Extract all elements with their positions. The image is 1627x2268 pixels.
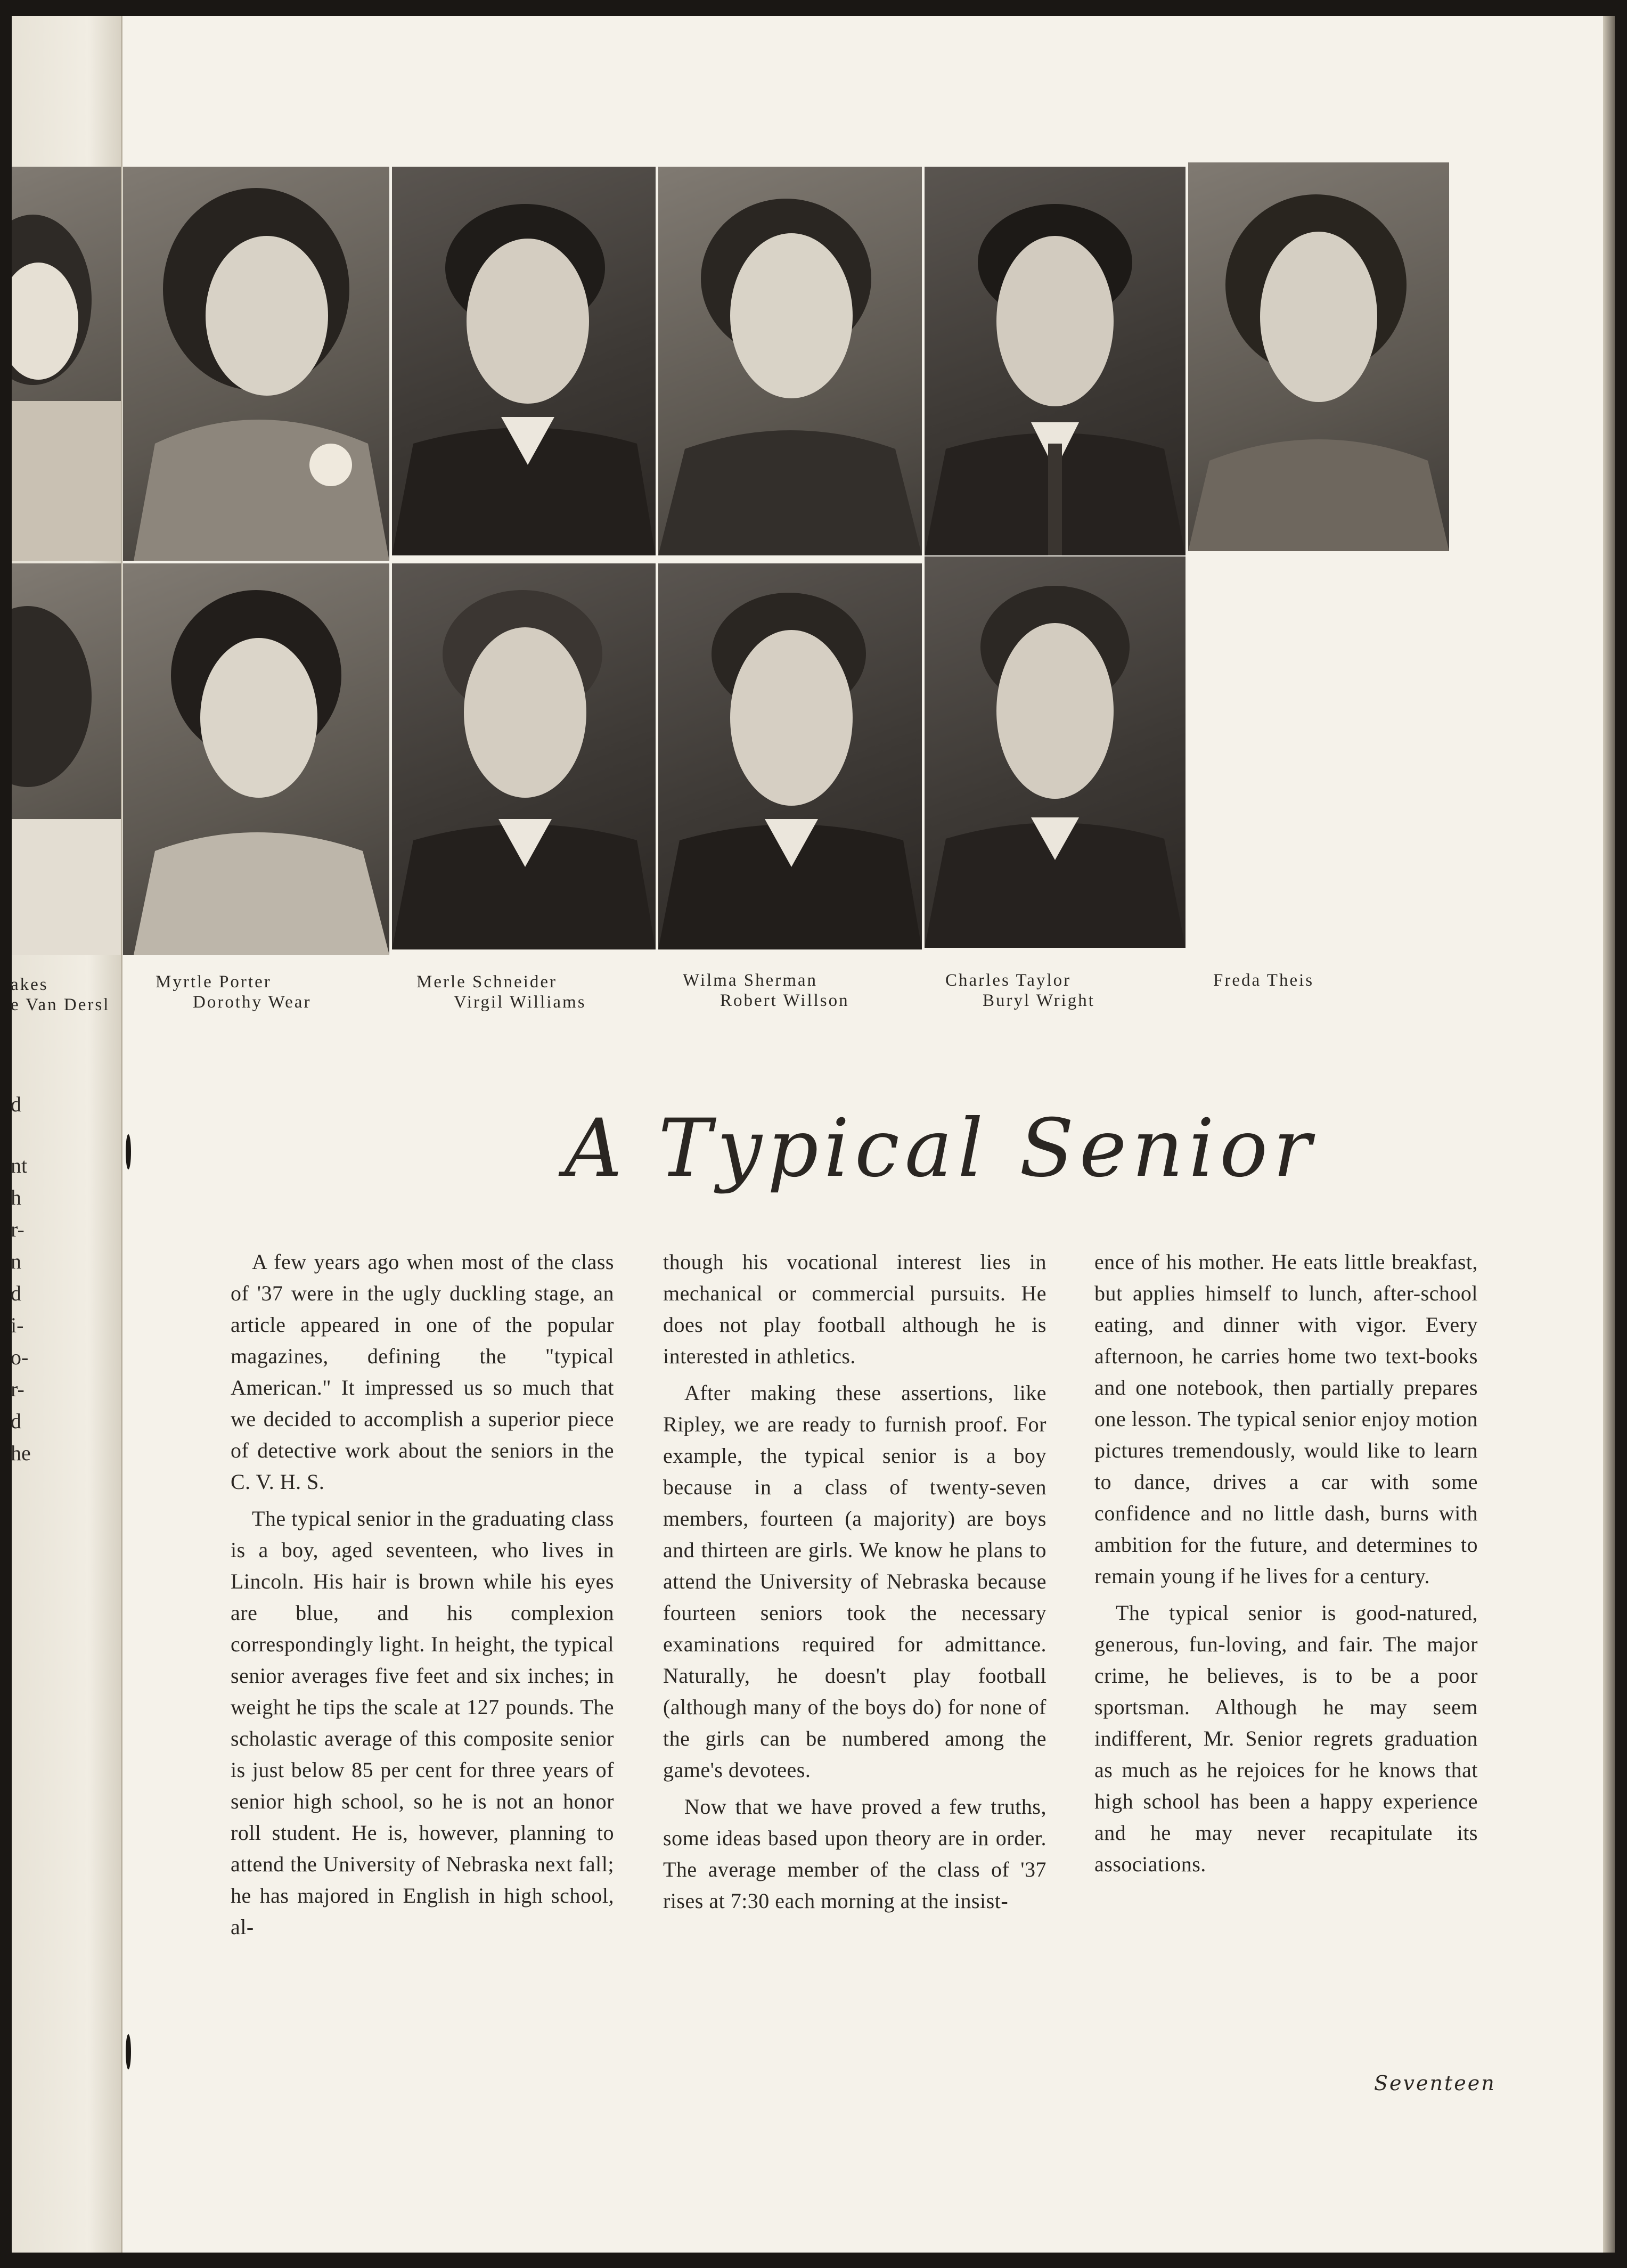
photo-caption [683,970,849,1011]
portrait-photo [925,556,1185,948]
caption-name: akes [11,975,48,994]
margin-fragment: h [11,1185,21,1209]
margin-fragment: d [11,1281,21,1305]
article-column-3 [1094,1246,1478,1885]
caption-name: Dorothy Wear [193,993,312,1012]
margin-fragment: n [11,1249,21,1273]
caption-name: Robert Willson [720,991,849,1010]
portrait-photo [1188,162,1449,551]
caption-name: e Van Dersl [11,995,110,1014]
caption-name: Charles Taylor [945,971,1072,990]
margin-fragment: i- [11,1313,24,1337]
margin-fragment: r- [11,1377,24,1401]
paragraph: After making these assertions, like Ripley, we are ready to furnish proof. For example, the typical senior is a boy because in a class of twenty-seven members, fourteen (a majority) are boys and thirteen are girls. We know he plans to attend the University of Nebraska because fourteen seniors took the necessary examinations required for admittance. Naturally, he doesn't play football (although many of the boys do) for none of the girls can be numbered among the game's devotees. [663,1381,1046,1782]
photo-caption [416,972,586,1012]
portrait-photo [12,563,121,955]
portrait-photo [925,167,1185,555]
margin-fragment: nt [11,1153,28,1177]
article-column-2 [663,1246,1046,1922]
page-number: Seventeen [1374,2072,1496,2095]
portrait-photo [392,563,656,949]
caption-name: Myrtle Porter [156,972,272,992]
photo-caption [1213,970,1314,990]
margin-fragment: r- [11,1217,24,1241]
article-column-1 [231,1246,614,1948]
margin-fragment: o- [11,1345,29,1369]
paragraph: though his vocational interest lies in mechanical or commercial pursuits. He does not play football although he is interested in athletics. [663,1250,1046,1368]
caption-name: Wilma Sherman [683,971,818,990]
page-right-edge [1603,16,1615,2253]
margin-fragment: d [11,1092,21,1116]
paragraph: A few years ago when most of the class of '37 were in the ugly duckling stage, an article appeared in one of the popular magazines, defining the "typical American." It impressed us so much that we decided to accomplish a superior piece of detective work about the seniors in the C. V. H. S. [231,1250,614,1494]
article-title: A Typical Senior [565,1102,1317,1195]
portrait-photo [12,167,121,561]
portrait-photo [392,167,656,555]
portrait-photo [123,167,389,561]
binding-mark [126,1134,131,1169]
photo-caption [156,972,311,1012]
portrait-photo [123,563,389,955]
portrait-photo [658,563,922,949]
margin-fragment: he [11,1441,31,1465]
paragraph: The typical senior in the graduating class is a boy, aged seventeen, who lives in Lincoln. His hair is brown while his eyes are blue, and his complexion correspondingly light. In height, the typical senior averages five feet and six inches; in weight he tips the scale at 127 pounds. The scholastic average of this composite senior is just below 85 per cent for three years of senior high school, so he is not an honor roll student. He is, however, planning to attend the University of Nebraska next fall; he has majored in English in high school, al- [231,1506,614,1939]
photo-caption [11,975,110,1015]
binding-mark [126,2034,131,2069]
margin-fragment: d [11,1409,21,1433]
paragraph: The typical senior is good-natured, generous, fun-loving, and fair. The major crime, he believes, is to be a poor sportsman. Although he may seem indifferent, Mr. Senior regrets graduation as much as he rejoices for he knows that high school has been a happy experience and he may never recapitulate its associations. [1094,1601,1478,1876]
portrait-photo [658,167,922,555]
caption-name: Freda Theis [1213,971,1314,990]
caption-name: Merle Schneider [416,972,557,992]
caption-name: Virgil Williams [454,993,586,1012]
paragraph: Now that we have proved a few truths, some ideas based upon theory are in order. The average member of the class of '37 rises at 7:30 each morning at the insist- [663,1795,1046,1913]
caption-name: Buryl Wright [983,991,1095,1010]
photo-caption [945,970,1095,1011]
paragraph: ence of his mother. He eats little breakfast, but applies himself to lunch, after-school eating, and dinner with vigor. Every afternoon, he carries home two text-books and one notebook, then partially prepares one lesson. The typical senior enjoy motion pictures tremendously, would like to learn to dance, drives a car with some confidence and no little dash, burns with ambition for the future, and determines to remain young if he lives for a century. [1094,1250,1478,1588]
